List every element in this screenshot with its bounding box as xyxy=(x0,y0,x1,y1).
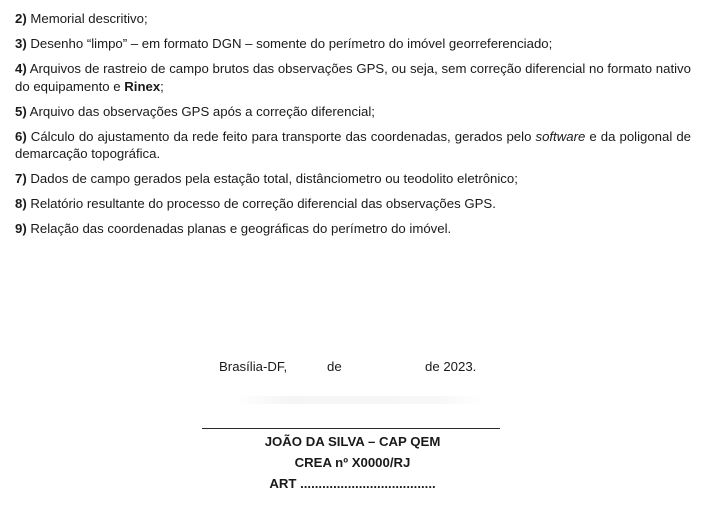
deliverables-list xyxy=(15,10,691,245)
item-text: Arquivo das observações GPS após a correção diferencial; xyxy=(26,103,375,119)
item-text: Relação das coordenadas planas e geográficas do perímetro do imóvel. xyxy=(26,221,452,236)
item-text: Arquivos de rastreio de campo brutos das observações GPS, ou seja, sem correção diferencial no formato nativo do equipamento e xyxy=(15,61,691,94)
item-text: Dados de campo gerados pela estação total, distânciometro ou teodolito eletrônico; xyxy=(26,171,518,186)
date-year: de 2023. xyxy=(425,359,477,374)
list-item xyxy=(15,195,691,213)
item-number: 6) xyxy=(15,128,27,144)
list-item xyxy=(15,103,691,121)
signer-crea: CREA nº X0000/RJ xyxy=(294,455,411,470)
faint-scan-mark xyxy=(236,396,486,404)
item-number: 3) xyxy=(15,36,27,51)
list-item xyxy=(15,60,691,95)
item-text-italic: software xyxy=(535,128,586,144)
signer-art: ART ..................................... xyxy=(269,476,436,491)
item-text-bold: Rinex xyxy=(124,78,161,94)
item-number: 4) xyxy=(15,61,27,76)
date-day-de: de xyxy=(327,359,342,374)
item-text: Memorial descritivo; xyxy=(26,11,148,26)
list-item xyxy=(15,128,691,163)
item-text: Cálculo do ajustamento da rede feito para transporte das coordenadas, gerados pelo xyxy=(26,128,536,144)
item-number: 5) xyxy=(15,103,27,119)
signature-line xyxy=(202,428,500,429)
item-text: e da poligonal de demarcação topográfica. xyxy=(15,128,691,161)
item-number: 7) xyxy=(15,171,27,186)
list-item xyxy=(15,170,691,188)
item-text: Relatório resultante do processo de correção diferencial das observações GPS. xyxy=(26,196,496,211)
list-item xyxy=(15,35,691,53)
list-item xyxy=(15,10,691,28)
list-item xyxy=(15,220,691,238)
date-city: Brasília-DF, xyxy=(219,359,288,374)
item-number: 2) xyxy=(15,11,27,26)
item-text: Desenho “limpo” – em formato DGN – somente do perímetro do imóvel georreferenciado; xyxy=(26,36,553,51)
signer-name: JOÃO DA SILVA – CAP QEM xyxy=(264,434,441,449)
item-text: ; xyxy=(160,78,164,94)
item-number: 9) xyxy=(15,221,27,236)
item-number: 8) xyxy=(15,196,27,211)
